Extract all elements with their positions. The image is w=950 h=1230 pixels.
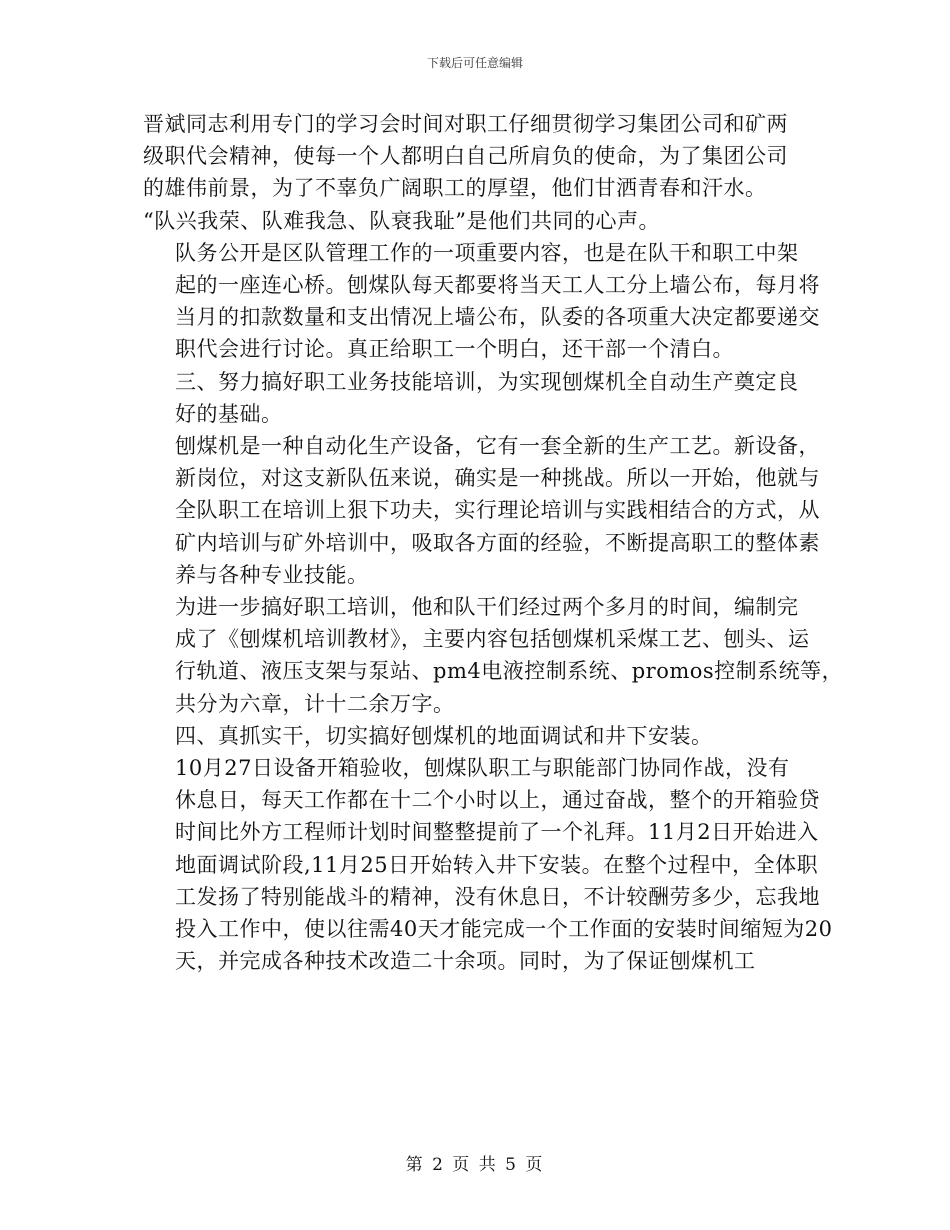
- text-line: 行轨道、液压支架与泵站、pm4电液控制系统、promos控制系统等，: [175, 659, 844, 684]
- paragraph: [143, 720, 808, 752]
- text-line: 刨煤机是一种自动化生产设备，它有一套全新的生产工艺。新设备，: [175, 434, 820, 459]
- text-line: 队务公开是区队管理工作的一项重要内容，也是在队干和职工中架: [175, 240, 799, 265]
- text-line: 的雄伟前景，为了不辜负广阔职工的厚望，他们甘洒青春和汗水。: [143, 176, 767, 201]
- text-line: 新岗位，对这支新队伍来说，确实是一种挑战。所以一开始，他就与: [175, 466, 820, 491]
- page-header: 下载后可任意编辑: [426, 56, 523, 70]
- text-line: 时间比外方工程师计划时间整整提前了一个礼拜。11月2日开始进入: [175, 820, 819, 845]
- text-line: 好的基础。: [175, 401, 283, 426]
- paragraph: [143, 108, 808, 237]
- text-line: 地面调试阶段,11月25日开始转入井下安装。在整个过程中，全体职: [175, 852, 819, 877]
- text-line: “队兴我荣、队难我急、队衰我耻”是他们共同的心声。: [143, 208, 660, 233]
- text-line: 天，并完成各种技术改造二十余项。同时，为了保证刨煤机工: [175, 949, 756, 974]
- text-line: 三、努力搞好职工业务技能培训，为实现刨煤机全自动生产奠定良: [175, 369, 799, 394]
- text-line: 养与各种专业技能。: [175, 562, 369, 587]
- text-line: 起的一座连心桥。刨煤队每天都要将当天工人工分上墙公布，每月将: [175, 273, 820, 298]
- text-line: 全队职工在培训上狠下功夫，实行理论培训与实践相结合的方式，从: [175, 498, 820, 523]
- paragraph: [143, 591, 844, 720]
- text-line: 休息日，每天工作都在十二个小时以上，通过奋战，整个的开箱验贷: [175, 788, 820, 813]
- text-line: 级职代会精神，使每一个人都明白自己所肩负的使命，为了集团公司: [143, 144, 788, 169]
- text-line: 晋斌同志利用专门的学习会时间对职工仔细贯彻学习集团公司和矿两: [143, 112, 788, 136]
- text-line: 为进一步搞好职工培训，他和队干们经过两个多月的时间，编制完: [175, 595, 799, 620]
- paragraph: [143, 430, 820, 591]
- text-line: 四、真抓实干，切实搞好刨煤机的地面调试和井下安装。: [175, 723, 713, 748]
- paragraph: [143, 366, 808, 430]
- text-line: 矿内培训与矿外培训中，吸取各方面的经验，不断提高职工的整体素: [175, 530, 820, 555]
- text-line: 职代会进行讨论。真正给职工一个明白，还干部一个清白。: [175, 337, 734, 362]
- paragraph: [143, 237, 820, 366]
- text-line: 工发扬了特别能战斗的精神，没有休息日，不计较酬劳多少，忘我地: [175, 884, 820, 909]
- document-body: [143, 108, 844, 977]
- text-line: 共分为六章，计十二余万字。: [175, 691, 455, 716]
- page-footer: 第 2 页 共 5 页: [405, 1155, 545, 1175]
- text-line: 当月的扣款数量和支出情况上墙公布，队委的各项重大决定都要递交: [175, 305, 820, 330]
- text-line: 投入工作中，使以往需40天才能完成一个工作面的安装时间缩短为20: [175, 917, 833, 942]
- text-line: 成了《刨煤机培训教材》，主要内容包括刨煤机采煤工艺、刨头、运: [175, 627, 810, 652]
- paragraph: [143, 752, 833, 977]
- text-line: 10月27日设备开箱验收，刨煤队职工与职能部门协同作战，没有: [175, 756, 790, 781]
